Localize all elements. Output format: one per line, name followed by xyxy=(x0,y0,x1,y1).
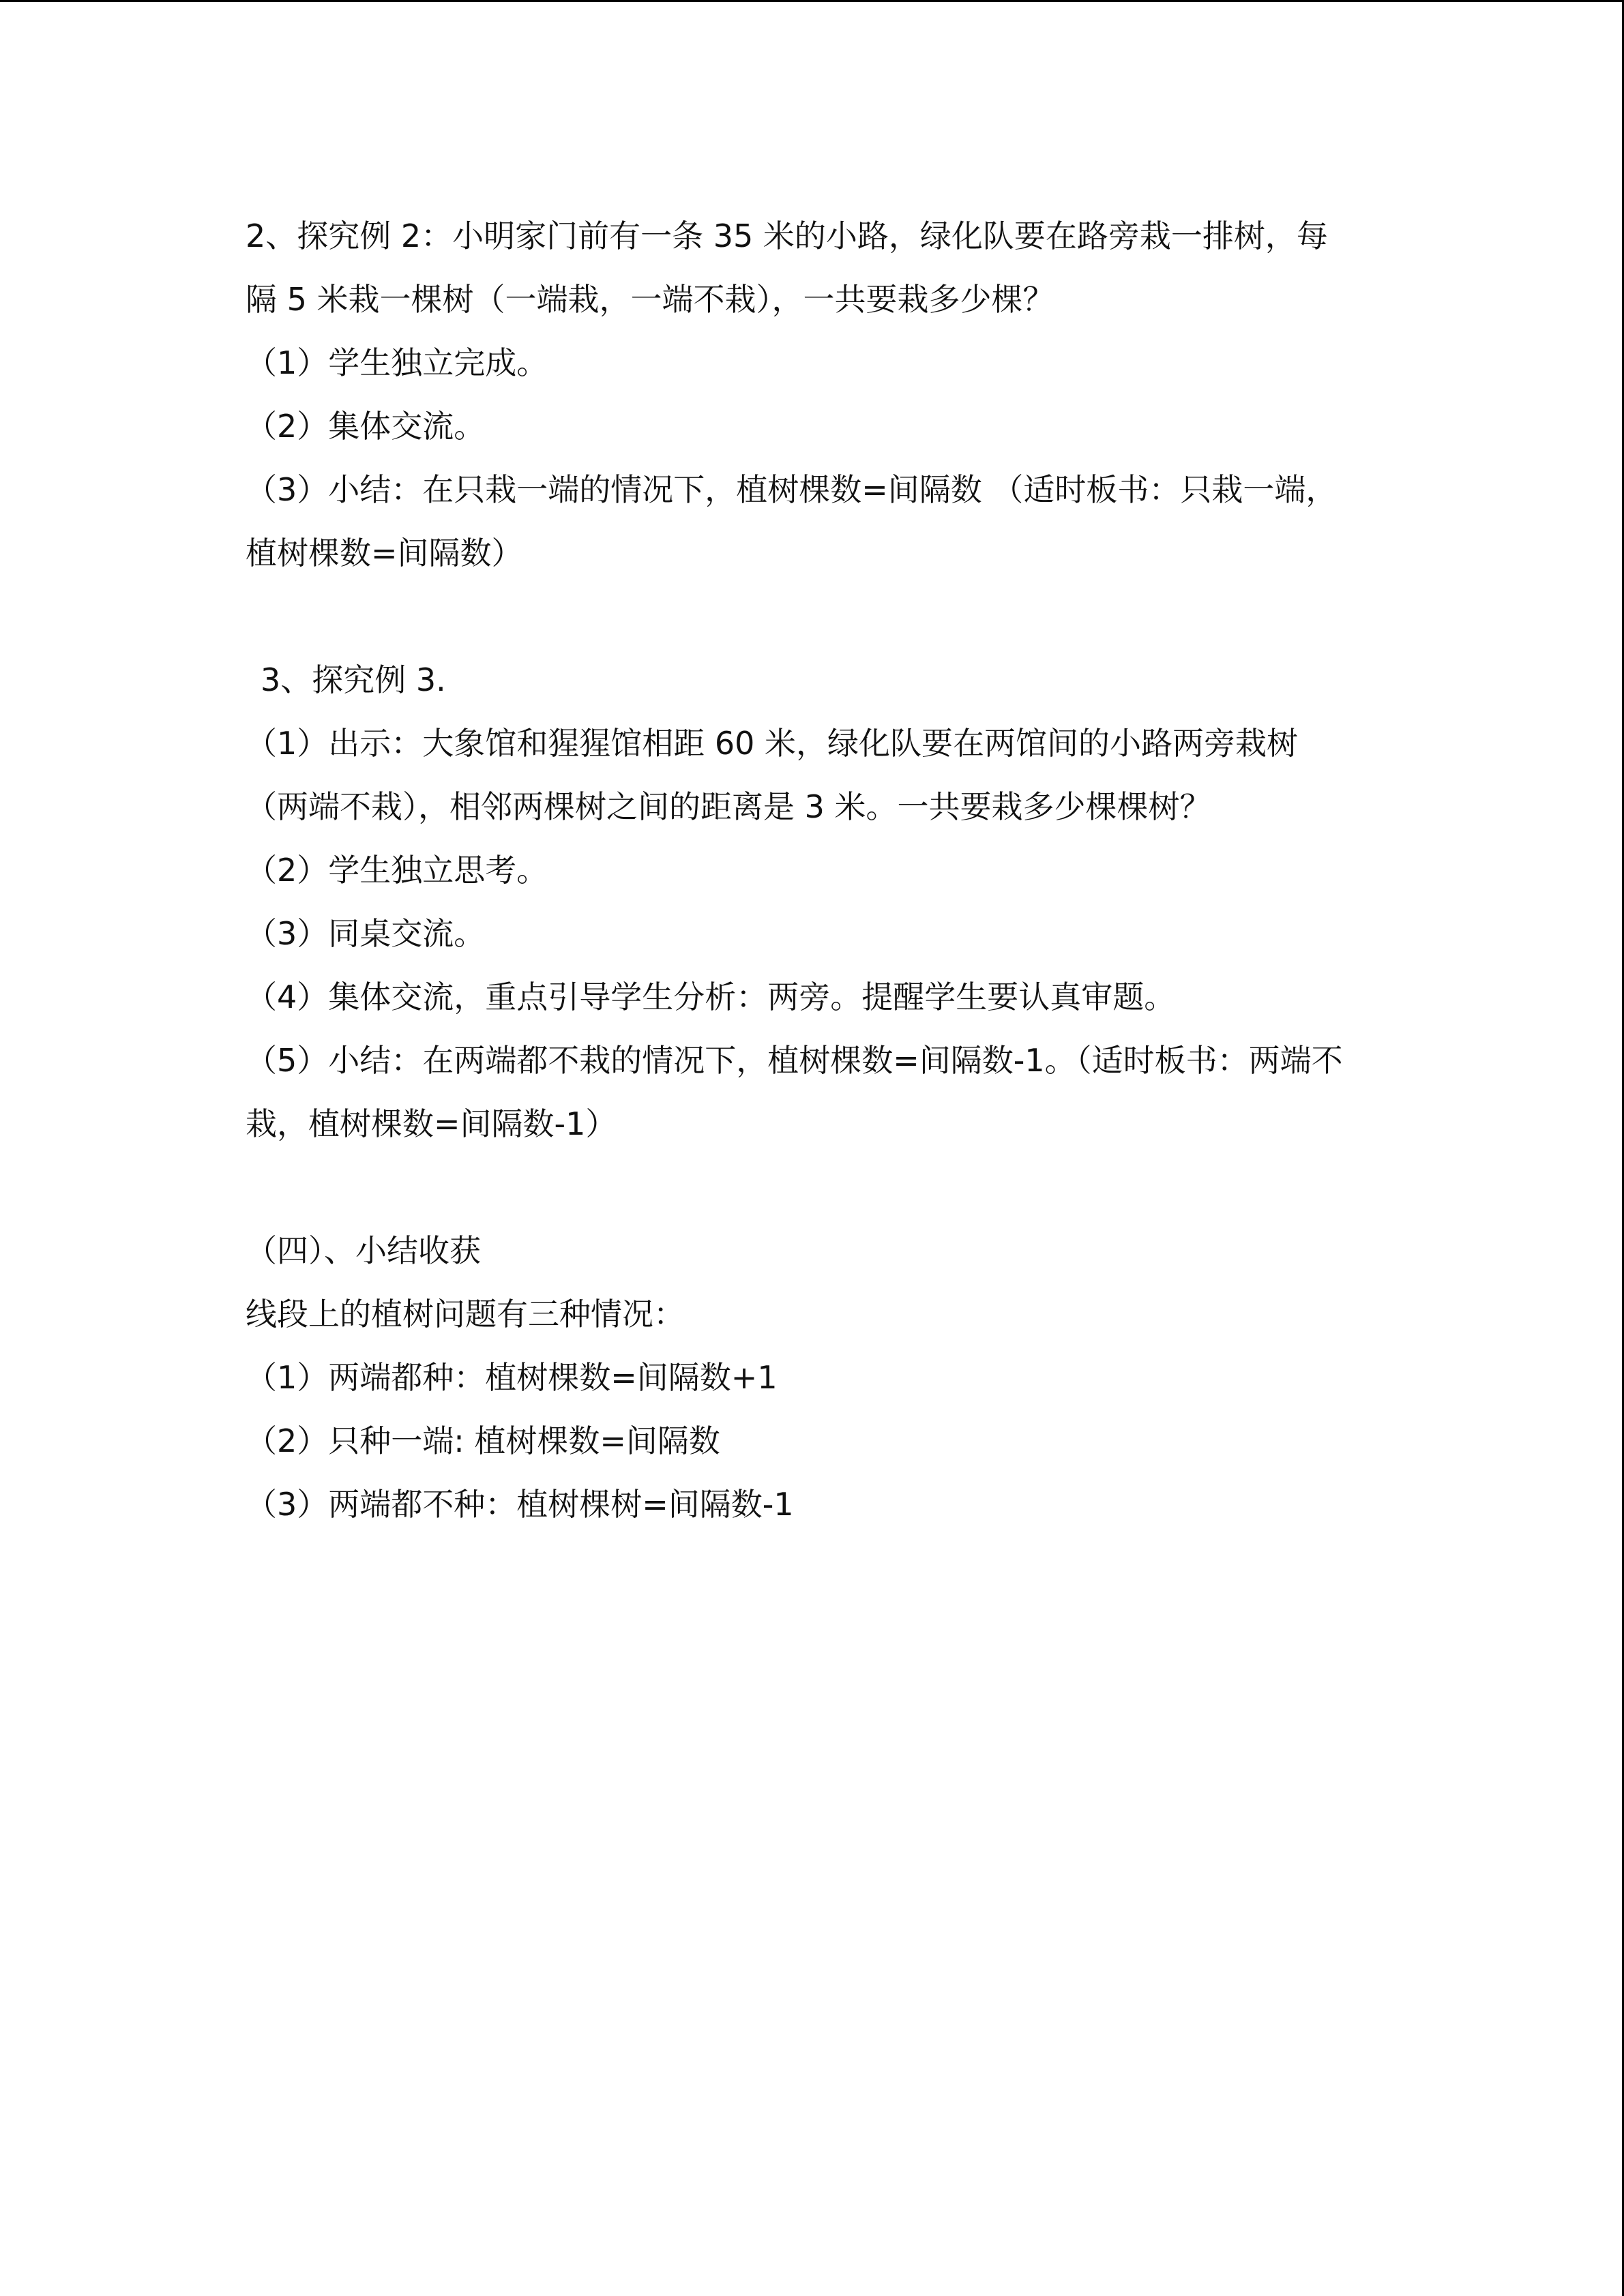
example-3-summary-line-1: （5）小结：在两端都不栽的情况下，植树棵数=间隔数-1。（适时板书：两端不 xyxy=(246,1042,1343,1079)
summary-intro: 线段上的植树问题有三种情况： xyxy=(246,1296,685,1332)
example-3-heading: 3、探究例 3. xyxy=(261,661,446,698)
summary-case-2: （2）只种一端: 植树棵数=间隔数 xyxy=(246,1422,720,1459)
document-body xyxy=(246,205,1378,1536)
example-2-step-2: （2）集体交流。 xyxy=(246,408,486,445)
example-3-step-1-line-1: （1）出示：大象馆和猩猩馆相距 60 米，绿化队要在两馆间的小路两旁栽树 xyxy=(246,725,1299,762)
example-3-step-3: （3）同桌交流。 xyxy=(246,915,486,952)
example-2-step-1: （1）学生独立完成。 xyxy=(246,344,548,381)
example-2-summary-line-1: （3）小结：在只栽一端的情况下，植树棵数=间隔数 （适时板书：只栽一端， xyxy=(246,471,1338,508)
summary-heading: （四）、小结收获 xyxy=(246,1232,481,1269)
example-3-step-4: （4）集体交流，重点引导学生分析：两旁。提醒学生要认真审题。 xyxy=(246,979,1176,1015)
summary-case-1: （1）两端都种：植树棵数=间隔数+1 xyxy=(246,1359,778,1396)
example-3-summary-line-2: 栽，植树棵数=间隔数-1） xyxy=(246,1105,617,1142)
summary-case-3: （3）两端都不种：植树棵树=间隔数-1 xyxy=(246,1486,794,1523)
page-top-border xyxy=(0,0,1624,2)
section-spacer xyxy=(246,585,1378,648)
section-example-3 xyxy=(246,648,1378,1156)
example-3-step-2: （2）学生独立思考。 xyxy=(246,852,548,889)
section-spacer xyxy=(246,1156,1378,1219)
example-2-summary-line-2: 植树棵数=间隔数） xyxy=(246,535,523,571)
section-summary xyxy=(246,1219,1378,1536)
example-2-question-line-2: 隔 5 米栽一棵树（一端栽，一端不栽），一共要栽多少棵？ xyxy=(246,281,1054,318)
example-3-step-1-line-2: （两端不栽），相邻两棵树之间的距离是 3 米。一共要栽多少棵棵树？ xyxy=(246,788,1211,825)
example-2-question-line-1: 2、探究例 2：小明家门前有一条 35 米的小路，绿化队要在路旁栽一排树，每 xyxy=(246,218,1328,254)
section-example-2 xyxy=(246,205,1378,585)
